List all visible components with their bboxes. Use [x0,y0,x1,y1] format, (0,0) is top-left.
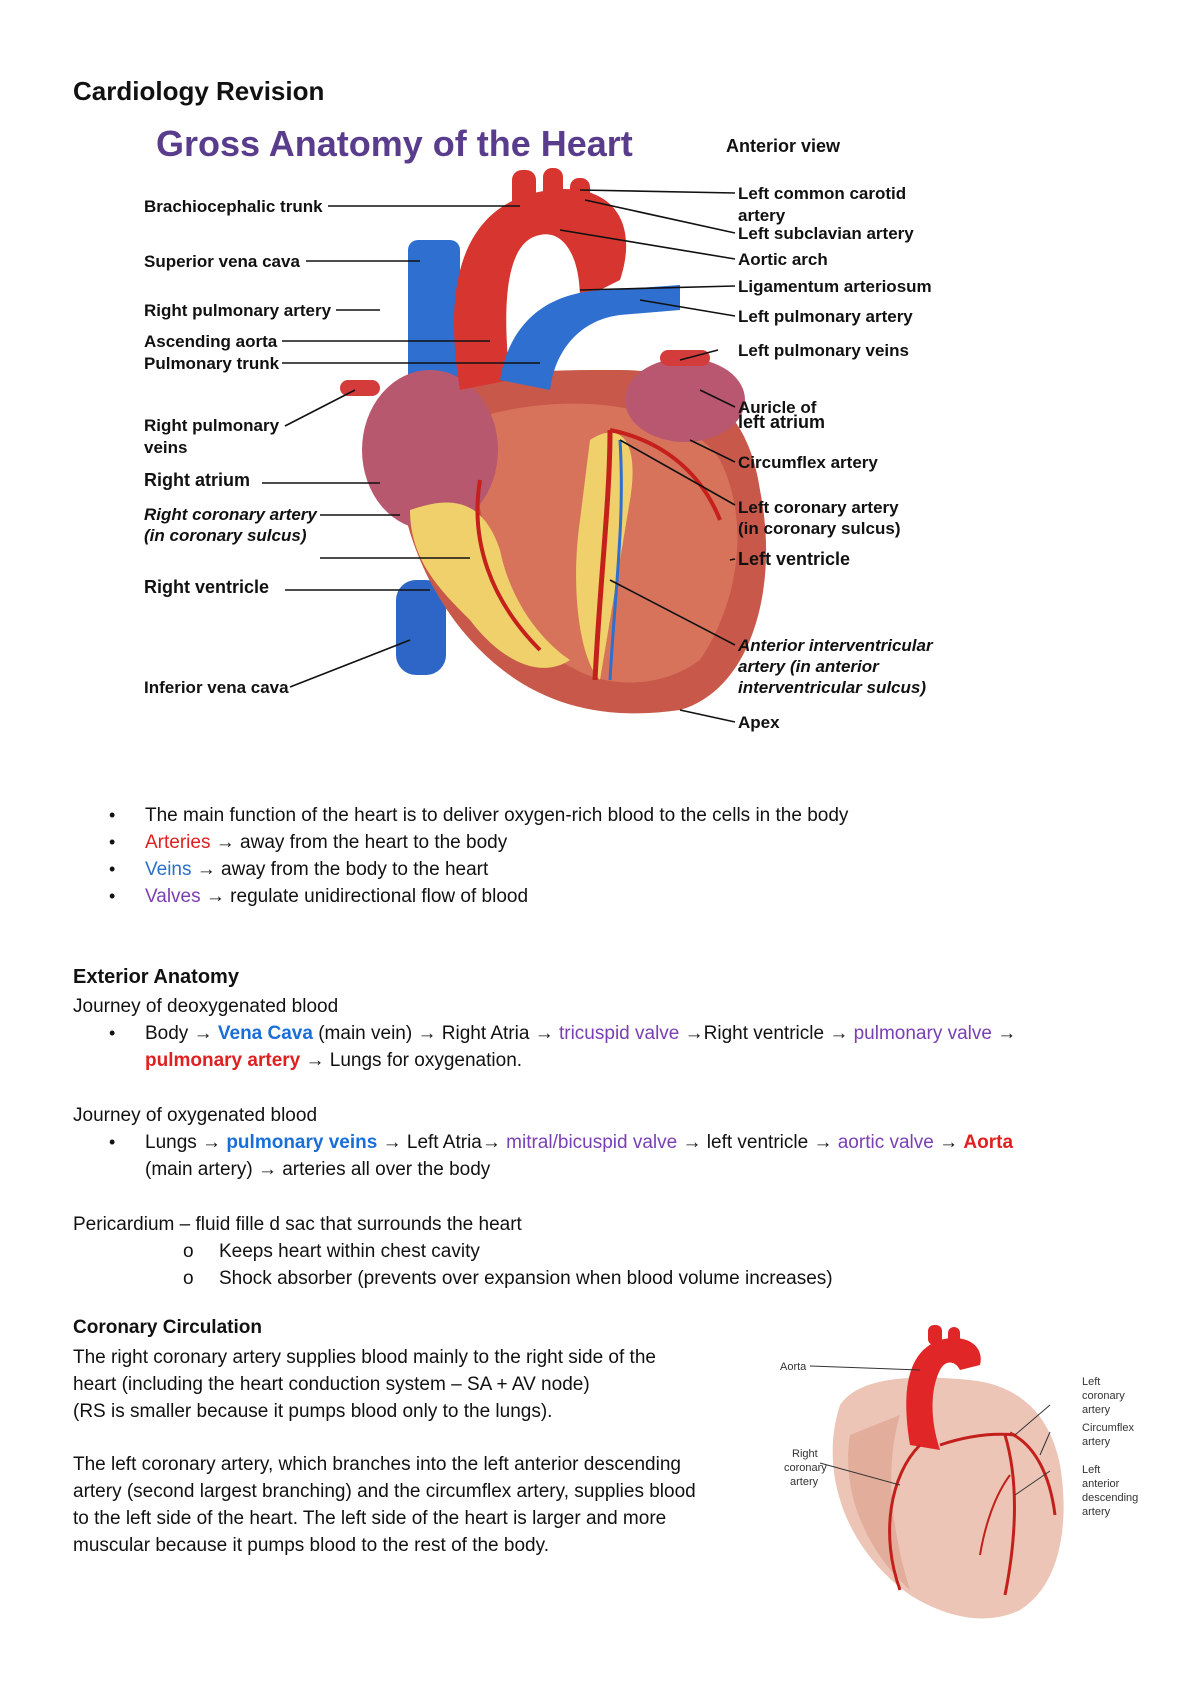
aorta-term: Aorta [963,1132,1014,1153]
journey-text: Lungs → [145,1132,227,1153]
list-item: • Lungs → pulmonary veins → Left Atria→ mitral/bicuspid valve → left ventricle → aortic valve → Aorta (main artery) → arteries all over the body [109,1132,1014,1180]
label-circumflex-artery: Circumflex artery [738,453,878,472]
pulmonary-artery-term: pulmonary artery [145,1050,301,1071]
list-item: • Veins → away from the body to the heart [109,859,489,880]
aorta-branch-2-shape [948,1327,960,1347]
oxygenated-heading: Journey of oxygenated blood [73,1105,318,1126]
heart-anatomy-figure [140,120,1040,810]
label-anterior-interventricular-2: artery (in anterior [738,657,879,676]
paragraph-line: The left coronary artery, which branches into the left anterior descending [73,1454,681,1475]
bullet-text: The main function of the heart is to deliver oxygen-rich blood to the cells in the body [145,805,849,826]
journey-text: → Left Atria→ [377,1132,507,1153]
left-auricle-shape [625,358,745,442]
paragraph-line: artery (second largest branching) and the circumflex artery, supplies blood [73,1481,696,1502]
journey-text: → [991,1023,1017,1044]
pericardium-sub-list [185,1238,1085,1292]
coronary-paragraph-2 [73,1451,773,1559]
journey-text: (main artery) → arteries all over the body [145,1159,491,1180]
left-common-carotid-shape [543,168,563,208]
pulmonary-veins-term: pulmonary veins [226,1132,378,1153]
bullet-text: → away from the body to the heart [191,859,489,880]
aorta-branch-shape [928,1325,942,1345]
label-superior-vena-cava: Superior vena cava [144,252,300,271]
fig2-label-cx-2: artery [1082,1436,1111,1448]
sub-bullet-marker: o [183,1268,194,1289]
figure-view-label: Anterior view [726,136,841,156]
label-left-coronary-artery-1: Left coronary artery [738,498,899,517]
coronary-paragraph-1 [73,1344,773,1425]
bullet-text: → away from the heart to the body [210,832,508,853]
tricuspid-valve-term: tricuspid valve [558,1023,680,1044]
left-subclavian-shape [570,178,590,218]
label-right-pulmonary-veins-2: veins [144,438,188,457]
paragraph-line: muscular because it pumps blood to the rest of the body. [73,1535,549,1556]
intro-bullet-list [109,802,1145,910]
label-anterior-interventricular-1: Anterior interventricular [738,636,933,655]
deoxygenated-bullet-list [109,1020,1105,1074]
label-right-ventricle: Right ventricle [144,577,270,597]
heart-illustration [340,168,766,713]
label-auricle-1: Auricle of [738,398,817,417]
paragraph-line: to the left side of the heart. The left side of the heart is larger and more [73,1508,667,1529]
journey-text: → left ventricle → [677,1132,838,1153]
label-left-common-carotid-2: artery [738,206,786,225]
brachiocephalic-trunk-shape [512,170,536,210]
sub-bullet-text: Keeps heart within chest cavity [219,1241,480,1262]
fig2-label-lca-1: Left [1082,1376,1101,1388]
valves-term: Valves [145,886,201,907]
arteries-term: Arteries [145,832,211,853]
label-ascending-aorta: Ascending aorta [144,332,278,351]
journey-text: Body → [145,1023,218,1044]
fig2-label-rca-2: coronary [784,1462,827,1474]
fig2-label-aorta: Aorta [780,1361,807,1373]
fig2-label-lad-2: anterior [1082,1478,1120,1490]
label-left-common-carotid-1: Left common carotid [738,184,907,203]
label-aortic-arch: Aortic arch [738,250,828,269]
veins-term: Veins [145,859,192,880]
list-item [185,1265,1085,1292]
bullet-text: → regulate unidirectional flow of blood [200,886,529,907]
paragraph-line: heart (including the heart conduction system – SA + AV node) [73,1374,590,1395]
label-left-ventricle: Left ventricle [738,549,851,569]
fig2-label-lca-3: artery [1082,1404,1111,1416]
label-right-coronary-artery-2: (in coronary sulcus) [144,526,307,545]
label-brachiocephalic-trunk: Brachiocephalic trunk [144,197,323,216]
label-left-subclavian-artery: Left subclavian artery [738,224,914,243]
fig2-label-rca-1: Right [792,1448,818,1460]
journey-text: → [933,1132,964,1153]
label-left-pulmonary-veins: Left pulmonary veins [738,341,909,360]
label-right-pulmonary-artery: Right pulmonary artery [144,301,332,320]
deoxygenated-heading: Journey of deoxygenated blood [73,996,339,1017]
pulmonary-valve-term: pulmonary valve [853,1023,992,1044]
exterior-anatomy-heading: Exterior Anatomy [73,966,239,988]
aortic-valve-term: aortic valve [837,1132,934,1153]
label-inferior-vena-cava: Inferior vena cava [144,678,289,697]
document-title: Cardiology Revision [73,76,325,106]
label-right-atrium: Right atrium [144,470,250,490]
journey-text: →Right ventricle → [679,1023,854,1044]
paragraph-line: The right coronary artery supplies blood mainly to the right side of the [73,1347,656,1368]
figure-title: Gross Anatomy of the Heart [156,123,633,164]
label-left-coronary-artery-2: (in coronary sulcus) [738,519,901,538]
oxygenated-bullet-list [109,1129,1105,1183]
paragraph-line: (RS is smaller because it pumps blood only to the lungs). [73,1401,553,1422]
label-apex: Apex [738,713,780,732]
label-right-pulmonary-veins-1: Right pulmonary [144,416,280,435]
list-item: • Valves → regulate unidirectional flow of blood [109,886,529,907]
pericardium-text: Pericardium – fluid fille d sac that surrounds the heart [73,1214,522,1235]
coronary-arteries-figure [780,1325,1160,1630]
journey-text: (main vein) → Right Atria → [312,1023,559,1044]
coronary-circulation-heading: Coronary Circulation [73,1317,262,1338]
fig2-label-cx-1: Circumflex [1082,1422,1134,1434]
label-ligamentum-arteriosum: Ligamentum arteriosum [738,277,932,296]
label-right-coronary-artery-1: Right coronary artery [144,505,317,524]
vena-cava-term: Vena Cava [217,1023,313,1044]
list-item: • Arteries → away from the heart to the body [109,832,508,853]
journey-text: → Lungs for oxygenation. [300,1050,523,1071]
mitral-valve-term: mitral/bicuspid valve [506,1132,678,1153]
fig2-label-lca-2: coronary [1082,1390,1125,1402]
sub-bullet-marker: o [183,1241,194,1262]
right-pulmonary-vein-shape [340,380,380,396]
fig2-label-lad-1: Left [1082,1464,1101,1476]
list-item [185,1238,1085,1265]
label-left-pulmonary-artery: Left pulmonary artery [738,307,913,326]
fig2-label-lad-3: descending [1082,1492,1139,1504]
list-item: • The main function of the heart is to deliver oxygen-rich blood to the cells in the body [109,805,849,826]
label-auricle-2: left atrium [738,412,826,432]
sub-bullet-text: Shock absorber (prevents over expansion when blood volume increases) [219,1268,833,1289]
list-item: • Body → Vena Cava (main vein) → Right Atria → tricuspid valve →Right ventricle → pulmonary valve → pulmonary artery → Lungs for oxygenation. [109,1023,1017,1071]
label-anterior-interventricular-3: interventricular sulcus) [738,678,927,697]
label-pulmonary-trunk: Pulmonary trunk [144,354,280,373]
fig2-label-rca-3: artery [790,1476,819,1488]
fig2-label-lad-4: artery [1082,1506,1111,1518]
